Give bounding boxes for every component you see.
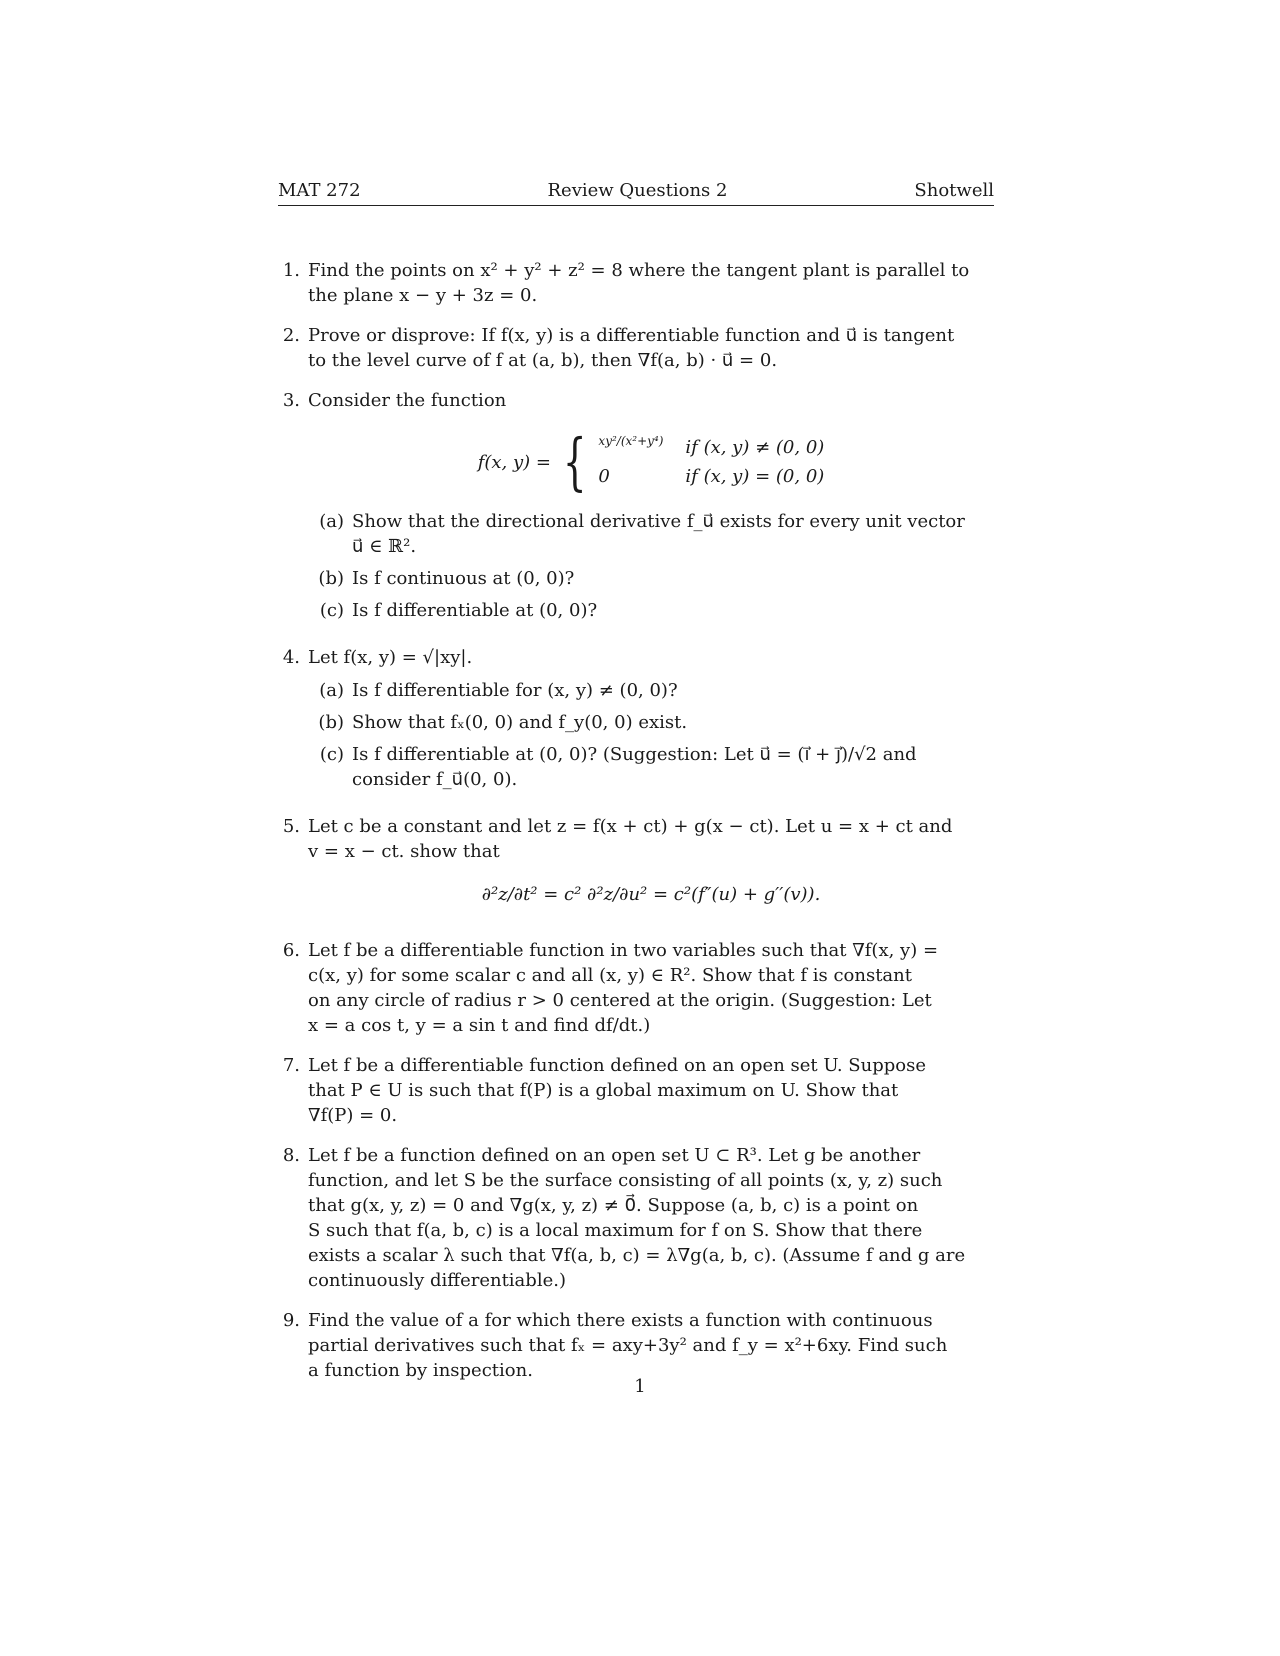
subpart-c: [308, 598, 994, 623]
problem-list: [278, 258, 994, 1383]
problem-text-line: Let c be a constant and let z = f(x + ct) + g(x − ct). Let u = x + ct and: [308, 816, 953, 837]
piecewise-lhs: f(x, y) =: [477, 451, 551, 473]
problem-text-line: c(x, y) for some scalar c and all (x, y) ∈ R². Show that f is constant: [308, 965, 912, 986]
display-equation: ∂²z/∂t² = c² ∂²z/∂u² = c²(f″(u) + g′′(v)).: [481, 884, 821, 905]
subpart-b: [308, 710, 994, 735]
problem-number: 8.: [282, 1145, 300, 1166]
case-1-expression: xy²/(x²+y⁴): [598, 434, 664, 448]
page-header: [278, 180, 994, 206]
subpart-a: [308, 509, 994, 559]
subpart-text-line: Show that the directional derivative f_u⃗ exists for every unit vector: [352, 511, 965, 532]
problem-text-line: S such that f(a, b, c) is a local maximum for f on S. Show that there: [308, 1220, 923, 1241]
subpart-list: [308, 678, 994, 792]
case-2-condition: if (x, y) = (0, 0): [685, 466, 825, 487]
problem-text-line: Let f be a function defined on an open set U ⊂ R³. Let g be another: [308, 1145, 921, 1166]
problem-intro: Consider the function: [308, 390, 507, 411]
page: [278, 180, 994, 1398]
subpart-text-line: u⃗ ∈ ℝ².: [352, 536, 417, 557]
problem-text-line: on any circle of radius r > 0 centered at the origin. (Suggestion: Let: [308, 990, 932, 1011]
problem-number: 6.: [282, 940, 300, 961]
problem-text-line: Prove or disprove: If f(x, y) is a differentiable function and u⃗ is tangent: [308, 325, 955, 346]
problem-text-line: that g(x, y, z) = 0 and ∇g(x, y, z) ≠ 0⃗. Suppose (a, b, c) is a point on: [308, 1195, 919, 1216]
subpart-label: (a): [319, 680, 344, 701]
problem-number: 5.: [282, 816, 300, 837]
problem-text-line: a function by inspection.: [308, 1360, 533, 1381]
left-brace: {: [562, 425, 587, 498]
subpart-text-line: Is f continuous at (0, 0)?: [352, 568, 575, 589]
subpart-label: (b): [318, 712, 344, 733]
subpart-text-line: consider f_u⃗(0, 0).: [352, 769, 518, 790]
problem-text-line: to the level curve of f at (a, b), then ∇f(a, b) · u⃗ = 0.: [308, 350, 778, 371]
subpart-text-line: Is f differentiable for (x, y) ≠ (0, 0)?: [352, 680, 678, 701]
problem-3: [278, 388, 994, 630]
problem-text-line: partial derivatives such that fₓ = axy+3y² and f_y = x²+6xy. Find such: [308, 1335, 948, 1356]
problem-5: [278, 814, 994, 923]
subpart-a: [308, 678, 994, 703]
case-1-condition: if (x, y) ≠ (0, 0): [685, 437, 825, 458]
problem-number: 9.: [282, 1310, 300, 1331]
subpart-label: (c): [319, 744, 344, 765]
problem-number: 2.: [282, 325, 300, 346]
problem-4: [278, 645, 994, 799]
subpart-label: (a): [319, 511, 344, 532]
problem-text-line: Let f be a differentiable function defined on an open set U. Suppose: [308, 1055, 927, 1076]
problem-text-line: the plane x − y + 3z = 0.: [308, 285, 538, 306]
problem-text-line: v = x − ct. show that: [308, 841, 500, 862]
subpart-label: (b): [318, 568, 344, 589]
page-number: 1: [634, 1376, 646, 1397]
problem-intro: Let f(x, y) = √|xy|.: [308, 647, 473, 668]
subpart-text-line: Show that fₓ(0, 0) and f_y(0, 0) exist.: [352, 712, 688, 733]
subpart-text-line: Is f differentiable at (0, 0)? (Suggestion: Let u⃗ = (ı⃗ + ȷ⃗)/√2 and: [352, 744, 917, 765]
problem-text-line: x = a cos t, y = a sin t and find df/dt.): [308, 1015, 651, 1036]
subpart-list: [308, 509, 994, 623]
problem-text-line: Let f be a differentiable function in two variables such that ∇f(x, y) =: [308, 940, 939, 961]
problem-number: 7.: [282, 1055, 300, 1076]
problem-text-line: Find the value of a for which there exists a function with continuous: [308, 1310, 933, 1331]
subpart-c: [308, 742, 994, 792]
subpart-text-line: Is f differentiable at (0, 0)?: [352, 600, 598, 621]
problem-text-line: Find the points on x² + y² + z² = 8 where the tangent plant is parallel to: [308, 260, 970, 281]
problem-8: [278, 1143, 994, 1293]
problem-text-line: ∇f(P) = 0.: [308, 1105, 398, 1126]
problem-7: [278, 1053, 994, 1128]
case-2-expression: 0: [598, 466, 610, 487]
problem-1: [278, 258, 994, 308]
document-title: Review Questions 2: [547, 180, 728, 201]
subpart-b: [308, 566, 994, 591]
piecewise-definition: [308, 425, 994, 498]
problem-text-line: function, and let S be the surface consisting of all points (x, y, z) such: [308, 1170, 943, 1191]
problem-number: 4.: [282, 647, 300, 668]
author-name: Shotwell: [914, 180, 994, 201]
problem-6: [278, 938, 994, 1038]
problem-number: 1.: [282, 260, 300, 281]
problem-number: 3.: [282, 390, 300, 411]
problem-9: [278, 1308, 994, 1383]
course-code: MAT 272: [278, 180, 361, 201]
subpart-label: (c): [319, 600, 344, 621]
problem-text-line: exists a scalar λ such that ∇f(a, b, c) = λ∇g(a, b, c). (Assume f and g are: [308, 1245, 966, 1266]
problem-text-line: that P ∈ U is such that f(P) is a global maximum on U. Show that: [308, 1080, 899, 1101]
problem-text-line: continuously differentiable.): [308, 1270, 566, 1291]
problem-2: [278, 323, 994, 373]
